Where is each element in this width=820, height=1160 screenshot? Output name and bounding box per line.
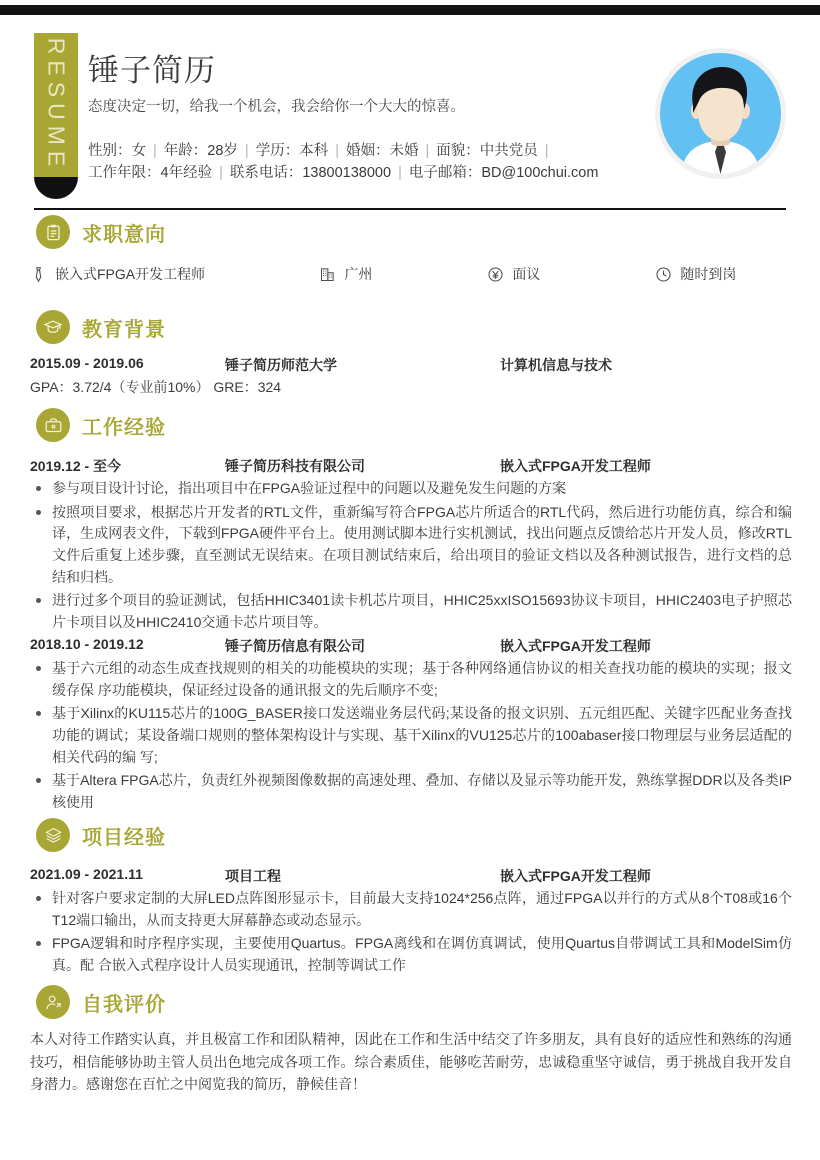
work-company-1: 锤子简历科技有限公司 [225, 458, 365, 474]
project-bullets [30, 888, 792, 979]
section-header-project-experience [36, 818, 166, 852]
work-entry-row-2 [30, 636, 790, 656]
list-item: 基于Altera FPGA芯片，负责红外视频图像数据的高速处理、叠加、存储以及显示等功能开发，熟练掌握DDR以及各类IP核使用 [30, 770, 792, 813]
resume-banner-label: RESUME [43, 37, 70, 173]
education-entry-row [30, 355, 790, 375]
job-intention-availability-label: 随时到岗 [680, 266, 737, 282]
info-marital-status: 婚姻：未婚 [345, 143, 419, 159]
job-intention-row [30, 264, 786, 284]
building-icon [319, 266, 336, 283]
list-item: 进行过多个项目的验证测试，包括HHIC3401读卡机芯片项目，HHIC25xxISO15693协议卡项目，HHIC2403电子护照芯片卡项目以及HHIC2410交通卡芯片项目等。 [30, 590, 792, 633]
project-date: 2021.09 - 2021.11 [30, 866, 143, 882]
work-date-2: 2018.10 - 2019.12 [30, 636, 144, 652]
section-title-work-experience: 工作经验 [82, 416, 166, 439]
list-item: 针对客户要求定制的大屏LED点阵图形显示卡，目前最大支持1024*256点阵，通过FPGA以并行的方式从8个T08或16个T12端口输出，从而支持更大屏幕静态或动态显示。 [30, 888, 792, 931]
header-divider [34, 208, 786, 210]
job-intention-city-label: 广州 [344, 266, 373, 282]
info-separator: | [398, 165, 402, 181]
personal-motto: 态度决定一切，给我一个机会，我会给你一个大大的惊喜。 [88, 99, 465, 115]
section-header-self-evaluation [36, 985, 166, 1019]
person-icon [36, 985, 70, 1019]
info-years-experience: 工作年限：4年经验 [88, 165, 213, 181]
education-major: 计算机信息与技术 [500, 357, 612, 373]
education-school: 锤子简历师范大学 [225, 357, 337, 373]
top-black-bar [0, 5, 820, 15]
info-education: 学历：本科 [255, 143, 329, 159]
section-header-work-experience [36, 408, 166, 442]
job-intention-availability [655, 264, 786, 284]
clock-icon [655, 266, 672, 283]
work-date-1: 2019.12 - 至今 [30, 458, 122, 474]
personal-info-line-1 [88, 139, 556, 160]
job-intention-city [319, 264, 487, 284]
section-header-education [36, 310, 166, 344]
section-title-job-intention: 求职意向 [82, 223, 166, 246]
avatar [655, 48, 786, 179]
info-separator: | [335, 143, 339, 159]
tie-icon [30, 266, 47, 283]
self-evaluation-text: 本人对待工作踏实认真，并且极富工作和团队精神，因此在工作和生活中结交了许多朋友，具有良好的适应性和熟练的沟通技巧，相信能够协助主管人员出色地完成各项工作。综合素质佳，能够吃苦耐劳，忠诚稳重坚守诚信，勇于挑战自我开发自身潜力。感谢您在百忙之中阅览我的简历，静候佳音！ [30, 1031, 792, 1093]
job-intention-position [30, 264, 319, 284]
info-separator: | [219, 165, 223, 181]
education-detail: GPA：3.72/4（专业前10%） GRE：324 [30, 379, 282, 395]
resume-vertical-banner [34, 33, 78, 177]
work-role-1: 嵌入式FPGA开发工程师 [500, 458, 651, 474]
section-title-project-experience: 项目经验 [82, 826, 166, 849]
page-title: 锤子简历 [88, 53, 216, 88]
info-political-status: 面貌：中共党员 [436, 143, 538, 159]
list-item: 基于六元组的动态生成查找规则的相关的功能模块的实现；基于各种网络通信协议的相关查找功能的模块的实现；报文缓存保 序功能模块，保证经过设备的通讯报文的先后顺序不变; [30, 658, 792, 701]
resume-header [0, 15, 820, 193]
avatar-image [660, 53, 781, 174]
info-email: 电子邮箱：BD@100chui.com [408, 165, 599, 181]
info-separator: | [153, 143, 157, 159]
work-company-2: 锤子简历信息有限公司 [225, 638, 365, 654]
briefcase-icon [36, 408, 70, 442]
section-title-education: 教育背景 [82, 318, 166, 341]
info-separator: | [425, 143, 430, 159]
list-item: 基于Xilinx的KU115芯片的100G_BASER接口发送端业务层代码;某设备的报文识别、五元组匹配、关键字匹配业务查找功能的调试；某设备端口规则的整体架构设计与实现、基干Xilinx的VU125芯片的100abaser接口物理层与业务层适配的相关代码的编 写; [30, 703, 792, 768]
layers-icon [36, 818, 70, 852]
work-bullets-1 [30, 478, 792, 636]
project-name: 项目工程 [225, 868, 281, 884]
section-title-self-evaluation: 自我评价 [82, 993, 166, 1016]
graduation-cap-icon [36, 310, 70, 344]
job-intention-position-label: 嵌入式FPGA开发工程师 [55, 266, 206, 282]
info-age: 年龄：28岁 [163, 143, 238, 159]
project-role: 嵌入式FPGA开发工程师 [500, 868, 651, 884]
info-gender: 性别：女 [88, 143, 146, 159]
list-item: 按照项目要求，根据芯片开发者的RTL文件，重新编写符合FPGA芯片所适合的RTL代码，然后进行功能仿真，综合和编译，生成网表文件，下载到FPGA硬件平台上。使用测试脚本进行实机测试，找出问题点反馈给芯片开发人员，修改RTL文件后重复上述步骤，直至测试无误结束。在项目测试结束后，给出项目的验证文档以及各种测试报告，进行文档的总结和归档。 [30, 502, 792, 589]
info-separator: | [244, 143, 249, 159]
work-bullets-2 [30, 658, 792, 816]
banner-bottom-cap [34, 177, 78, 199]
project-entry-row [30, 866, 790, 886]
work-entry-row-1 [30, 456, 790, 476]
list-item: 参与项目设计讨论，指出项目中在FPGA验证过程中的问题以及避免发生问题的方案 [30, 478, 792, 500]
section-header-job-intention [36, 215, 166, 249]
job-intention-salary-label: 面议 [512, 266, 541, 282]
job-intention-salary [487, 264, 655, 284]
education-date: 2015.09 - 2019.06 [30, 355, 144, 371]
yen-icon [487, 266, 504, 283]
personal-info-line-2 [88, 161, 598, 182]
clipboard-icon [36, 215, 70, 249]
avatar-illustration [660, 53, 781, 174]
work-role-2: 嵌入式FPGA开发工程师 [500, 638, 651, 654]
info-phone: 联系电话：13800138000 [229, 165, 392, 181]
info-separator: | [544, 143, 549, 159]
list-item: FPGA逻辑和时序程序实现，主要使用Quartus。FPGA离线和在调仿真调试，使用Quartus自带调试工具和ModelSim仿真。配 合嵌入式程序设计人员实现通讯，控制等调试工作 [30, 933, 792, 976]
